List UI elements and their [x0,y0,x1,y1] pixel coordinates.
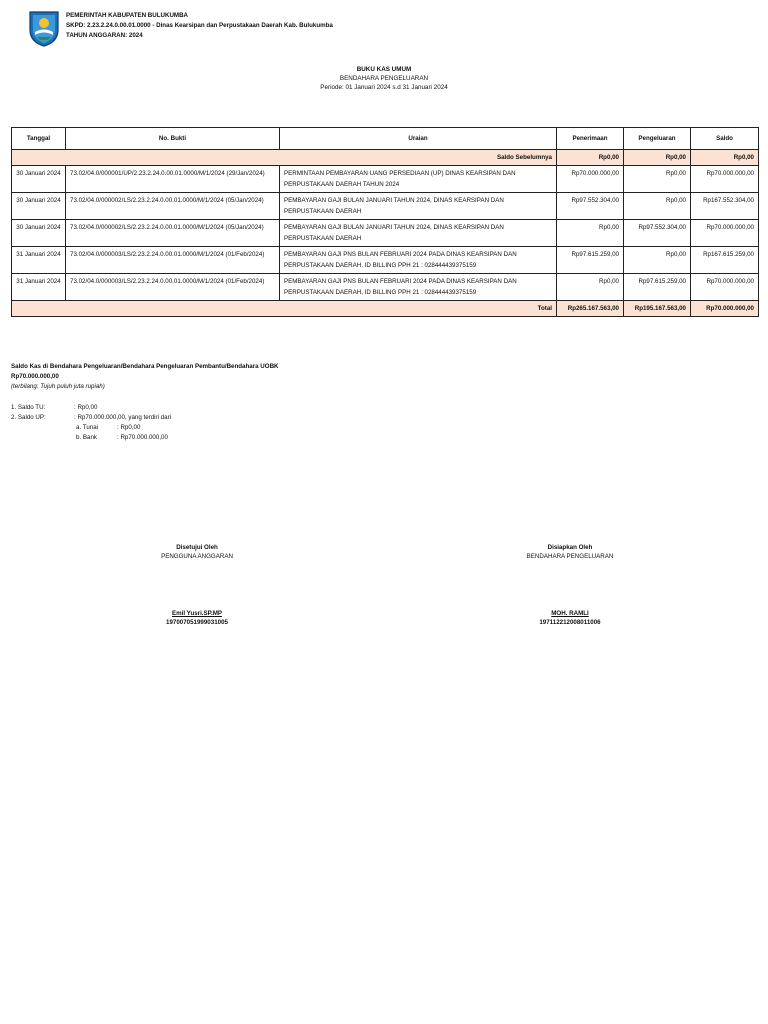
total-receipts: Rp265.167.563,00 [557,301,624,317]
row-expenditures: Rp97.615.259,00 [624,274,691,301]
table-row [12,274,759,301]
summary-heading: Saldo Kas di Bendahara Pengeluaran/Bendahara Pengeluaran Pembantu/Bendahara UOBK [11,363,279,370]
approver-role: PENGGUNA ANGGARAN [161,553,233,560]
row-expenditures: Rp0,00 [624,247,691,274]
balance-up-row [11,413,171,423]
row-proof-number: 73.02/04.0/000002/LS/2.23.2.24.0.00.01.0000/M/1/2024 (05/Jan/2024) [66,193,280,220]
column-header-expenditures: Pengeluaran [624,128,691,150]
row-description: PEMBAYARAN GAJI BULAN JANUARI TAHUN 2024, DINAS KEARSIPAN DAN PERPUSTAKAAN DAERAH [280,220,557,247]
row-balance: Rp70.000.000,00 [691,274,759,301]
summary-amount: Rp70.000.000,00 [11,373,59,380]
opening-balance-row [12,150,759,166]
balance-bank-value: : Rp70.000.000,00 [117,434,168,441]
header-fiscal-year: TAHUN ANGGARAN: 2024 [66,32,143,39]
report-period: Periode: 01 Januari 2024 s.d 31 Januari 2024 [320,84,448,91]
balance-bank-label: b. Bank [76,434,97,441]
row-date: 30 Januari 2024 [12,193,66,220]
report-title-block [0,65,768,92]
balance-up-value: : Rp70.000.000,00, yang terdiri dari [74,414,171,421]
row-balance: Rp167.615.259,00 [691,247,759,274]
approver-nip: 197007051999031005 [166,619,228,626]
balance-cash-row [11,423,171,433]
row-description: PEMBAYARAN GAJI PNS BULAN FEBRUARI 2024 PADA DINAS KEARSIPAN DAN PERPUSTAKAAN DAERAH, ID BILLING PPH 21 : 028444439375159 [280,247,557,274]
row-proof-number: 73.02/04.0/000001/UP/2.23.2.24.0.00.01.0000/M/1/2024 (29/Jan/2024) [66,166,280,193]
opening-balance: Rp0,00 [691,150,759,166]
header-skpd: SKPD: 2.23.2.24.0.00.01.0000 - Dinas Kearsipan dan Perpustakaan Daerah Kab. Bulukumba [66,22,333,29]
balance-tu-value: : Rp0,00 [74,404,98,411]
row-receipts: Rp0,00 [557,274,624,301]
opening-expenditures: Rp0,00 [624,150,691,166]
row-receipts: Rp97.552.304,00 [557,193,624,220]
document-header [24,8,744,48]
total-balance: Rp70.000.000,00 [691,301,759,317]
opening-receipts: Rp0,00 [557,150,624,166]
row-balance: Rp70.000.000,00 [691,166,759,193]
table-row [12,220,759,247]
regency-emblem-icon [24,8,64,48]
preparer-role: BENDAHARA PENGELUARAN [526,553,614,560]
total-expenditures: Rp195.167.563,00 [624,301,691,317]
table-row [12,193,759,220]
row-description: PEMBAYARAN GAJI BULAN JANUARI TAHUN 2024, DINAS KEARSIPAN DAN PERPUSTAKAAN DAERAH [280,193,557,220]
balance-breakdown [11,403,171,443]
table-header-row [12,128,759,150]
table-row [12,166,759,193]
row-date: 31 Januari 2024 [12,247,66,274]
row-expenditures: Rp0,00 [624,166,691,193]
column-header-receipts: Penerimaan [557,128,624,150]
preparer-nip: 197112212008011006 [539,619,601,626]
table-row [12,247,759,274]
row-proof-number: 73.02/04.0/000003/LS/2.23.2.24.0.00.01.0000/M/1/2024 (01/Feb/2024) [66,247,280,274]
row-proof-number: 73.02/04.0/000002/LS/2.23.2.24.0.00.01.0000/M/1/2024 (05/Jan/2024) [66,220,280,247]
header-government: PEMERINTAH KABUPATEN BULUKUMBA [66,12,189,19]
row-expenditures: Rp0,00 [624,193,691,220]
balance-cash-label: a. Tunai [76,424,99,431]
row-date: 30 Januari 2024 [12,166,66,193]
row-description: PEMBAYARAN GAJI PNS BULAN FEBRUARI 2024 PADA DINAS KEARSIPAN DAN PERPUSTAKAAN DAERAH, ID BILLING PPH 21 : 028444439375159 [280,274,557,301]
summary-amount-in-words: (terbilang: Tujuh puluh juta rupiah) [11,383,105,390]
cash-balance-summary [11,362,279,392]
opening-balance-label: Saldo Sebelumnya [12,150,557,166]
report-title: BUKU KAS UMUM [356,66,412,73]
total-label: Total [12,301,557,317]
column-header-balance: Saldo [691,128,759,150]
preparer-name: MOH. RAMLI [551,610,589,617]
row-description: PERMINTAAN PEMBAYARAN UANG PERSEDIAAN (UP) DINAS KEARSIPAN DAN PERPUSTAKAAN DAERAH TAHUN 2024 [280,166,557,193]
row-receipts: Rp0,00 [557,220,624,247]
column-header-proof-number: No. Bukti [66,128,280,150]
preparer-role-caption: Disiapkan Oleh [547,544,593,551]
signature-block-preparer [470,543,670,627]
column-header-date: Tanggal [12,128,66,150]
total-row [12,301,759,317]
balance-up-label: 2. Saldo UP: [11,414,46,421]
row-date: 30 Januari 2024 [12,220,66,247]
approver-name: Emil Yusri.SP.MP [172,610,222,617]
balance-bank-row [11,433,171,443]
cash-book-table [11,127,759,317]
balance-tu-label: 1. Saldo TU: [11,404,46,411]
row-balance: Rp70.000.000,00 [691,220,759,247]
row-date: 31 Januari 2024 [12,274,66,301]
balance-cash-value: : Rp0,00 [117,424,141,431]
row-balance: Rp167.552.304,00 [691,193,759,220]
balance-tu-row [11,403,171,413]
row-expenditures: Rp97.552.304,00 [624,220,691,247]
row-proof-number: 73.02/04.0/000003/LS/2.23.2.24.0.00.01.0000/M/1/2024 (01/Feb/2024) [66,274,280,301]
signature-block-approver [97,543,297,627]
row-receipts: Rp70.000.000,00 [557,166,624,193]
row-receipts: Rp97.615.259,00 [557,247,624,274]
column-header-description: Uraian [280,128,557,150]
approver-role-caption: Disetujui Oleh [176,544,218,551]
report-subtitle: BENDAHARA PENGELUARAN [339,75,429,82]
